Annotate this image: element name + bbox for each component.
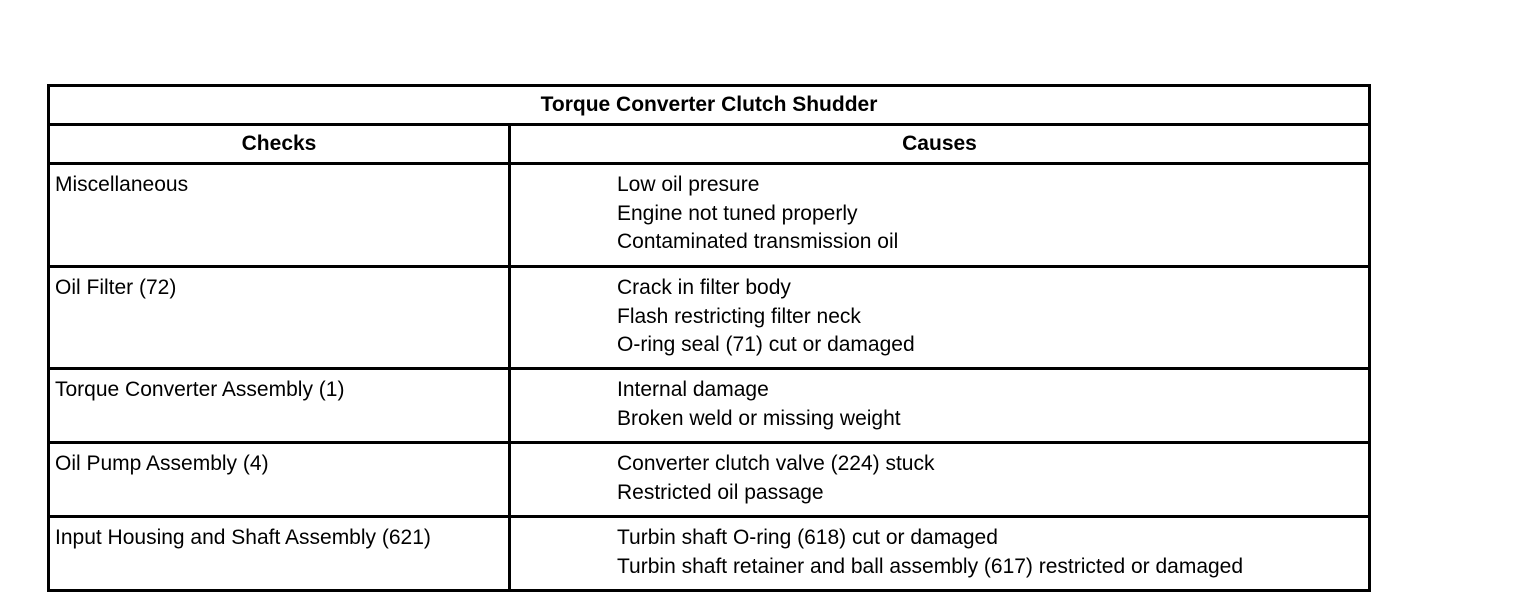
check-cell: Torque Converter Assembly (1): [49, 369, 510, 443]
cause-item: Converter clutch valve (224) stuck: [617, 452, 935, 475]
causes-cell: [510, 164, 1370, 267]
check-cell: Oil Filter (72): [49, 267, 510, 369]
cause-item: Contaminated transmission oil: [617, 230, 899, 253]
causes-cell: [510, 517, 1370, 591]
cause-item: Engine not tuned properly: [617, 201, 858, 225]
cause-item: Turbin shaft retainer and ball assembly (617) restricted or damaged: [617, 554, 1244, 578]
causes-cell: [510, 369, 1370, 443]
table-row: [49, 517, 1370, 591]
table-header-row: [49, 125, 1370, 164]
causes-header: Causes: [510, 125, 1370, 164]
cause-item: Broken weld or missing weight: [617, 406, 901, 430]
table-title: Torque Converter Clutch Shudder: [49, 86, 1370, 125]
table-title-row: [49, 86, 1370, 125]
table-row: [49, 164, 1370, 267]
checks-header: Checks: [49, 125, 510, 164]
check-cell: Input Housing and Shaft Assembly (621): [49, 517, 510, 591]
causes-cell: [510, 443, 1370, 517]
cause-item: O-ring seal (71) cut or damaged: [617, 333, 915, 356]
cause-item: Internal damage: [617, 378, 769, 401]
cause-item: Turbin shaft O-ring (618) cut or damaged: [617, 526, 998, 549]
cause-item: Flash restricting filter neck: [617, 304, 861, 328]
table-row: [49, 443, 1370, 517]
table-row: [49, 267, 1370, 369]
cause-item: Low oil presure: [617, 173, 760, 196]
check-cell: Miscellaneous: [49, 164, 510, 267]
check-cell: Oil Pump Assembly (4): [49, 443, 510, 517]
cause-item: Restricted oil passage: [617, 480, 824, 504]
diagnosis-table: [47, 84, 1371, 592]
table-row: [49, 369, 1370, 443]
causes-cell: [510, 267, 1370, 369]
cause-item: Crack in filter body: [617, 276, 791, 299]
